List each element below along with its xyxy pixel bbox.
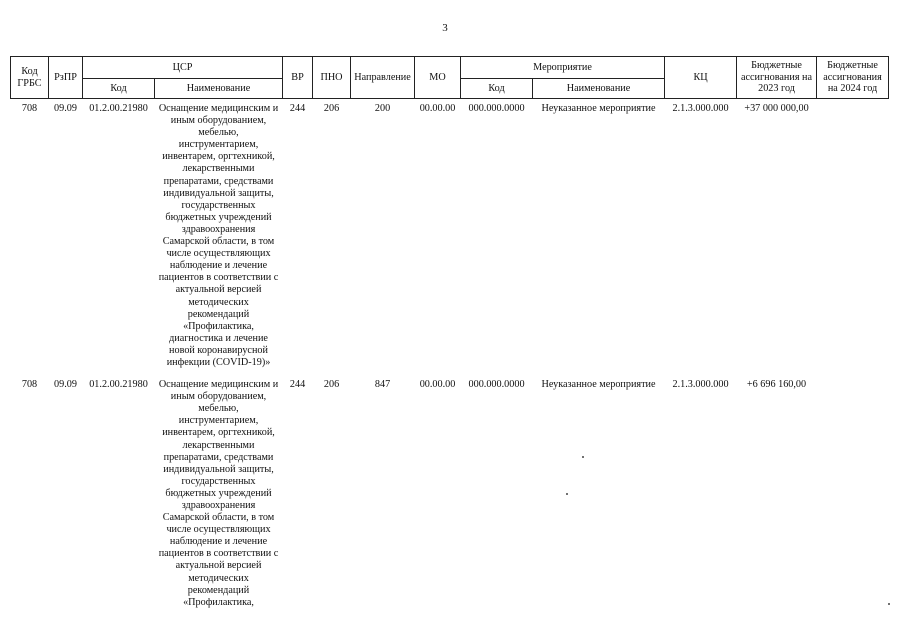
cell-mo: 00.00.00 (419, 379, 456, 391)
table-row (11, 369, 889, 609)
cell-csr-name: Оснащение медицинским и иным оборудованием, мебелью, инструментарием, инвентарем, оргтехникой, лекарственными препаратами, средствами индивидуальной защиты, государственных бюджетных учреждений здравоохранения Самарской области, в том числе осуществляющих наблюдение и лечение пациентов в соответствии с актуальной версией методических рекомендаций «Профилактика, (158, 379, 279, 608)
cell-csr-kod: 01.2.00.21980 (89, 103, 148, 114)
table-row (11, 99, 889, 370)
cell-kod-grbs: 708 (21, 379, 38, 391)
header-mer-kod: Код (461, 79, 533, 99)
cell-pno: 206 (323, 103, 340, 114)
header-rzpr: РзПР (49, 57, 83, 99)
cell-vr: 244 (289, 379, 306, 391)
cell-pno: 206 (323, 379, 340, 391)
scan-speck (888, 603, 890, 605)
cell-mer-name: Неуказанное мероприятие (541, 103, 656, 114)
cell-mer-kod: 000.000.0000 (468, 379, 525, 391)
cell-napravlenie: 200 (374, 103, 391, 114)
cell-rzpr: 09.09 (54, 103, 77, 114)
cell-budget-2024 (817, 369, 889, 609)
header-budget-2023: Бюджетные ассигнования на 2023 год (737, 57, 817, 99)
cell-budget-2023: +6 696 160,00 (746, 379, 807, 391)
header-mer-name: Наименование (533, 79, 665, 99)
cell-mer-kod: 000.000.0000 (468, 103, 525, 114)
cell-mo: 00.00.00 (419, 103, 456, 114)
header-vr: ВР (283, 57, 313, 99)
cell-napravlenie: 847 (374, 379, 391, 391)
header-meropriyatie: Мероприятие (461, 57, 665, 79)
cell-rzpr: 09.09 (54, 379, 77, 391)
budget-table (10, 56, 889, 609)
header-budget-2024: Бюджетные ассигнования на 2024 год (817, 57, 889, 99)
cell-csr-name: Оснащение медицинским и иным оборудованием, мебелью, инструментарием, инвентарем, оргтехникой, лекарственными препаратами, средствами индивидуальной защиты, государственных бюджетных учреждений здравоохранения Самарской области, в том числе осуществляющих наблюдение и лечение пациентов в соответствии с актуальной версией методических рекомендаций «Профилактика, диагностика и лечение новой коронавирусной инфекции (COVID-19)» (158, 103, 279, 368)
cell-vr: 244 (289, 103, 306, 114)
header-csr-name: Наименование (155, 79, 283, 99)
header-napravlenie: Направление (351, 57, 415, 99)
cell-budget-2024 (817, 99, 889, 370)
cell-csr-kod: 01.2.00.21980 (89, 379, 148, 391)
cell-budget-2023: +37 000 000,00 (744, 103, 809, 114)
header-csr-kod: Код (83, 79, 155, 99)
cell-kc: 2.1.3.000.000 (672, 103, 729, 114)
scan-speck (582, 456, 584, 458)
header-kod-grbs: Код ГРБС (11, 57, 49, 99)
header-pno: ПНО (313, 57, 351, 99)
header-kc: КЦ (665, 57, 737, 99)
scan-speck (566, 493, 568, 495)
cell-kod-grbs: 708 (21, 103, 38, 114)
cell-mer-name: Неуказанное мероприятие (541, 379, 656, 391)
page-number: 3 (442, 22, 448, 34)
header-mo: МО (415, 57, 461, 99)
cell-kc: 2.1.3.000.000 (672, 379, 729, 391)
header-csr: ЦСР (83, 57, 283, 79)
